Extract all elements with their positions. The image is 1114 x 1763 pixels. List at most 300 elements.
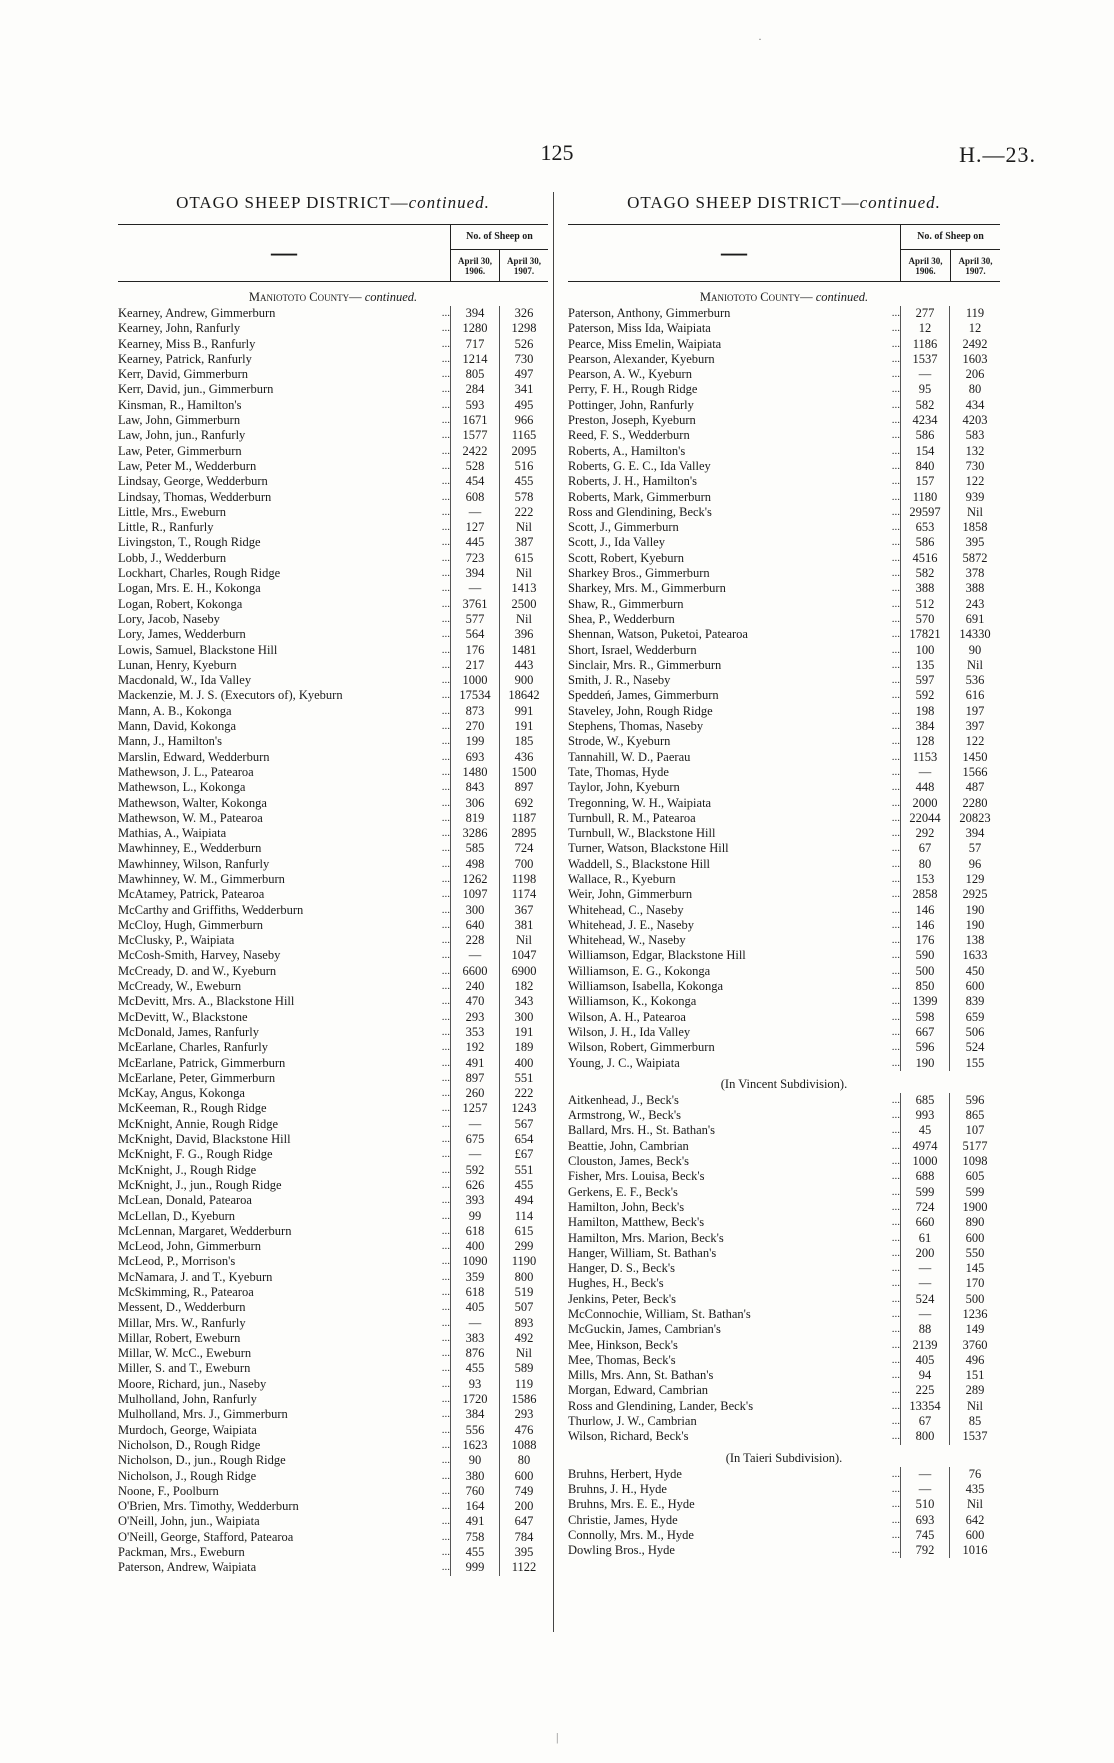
leader-dots: ...	[891, 872, 900, 885]
leader-dots: ...	[891, 1528, 900, 1541]
leader-dots: ...	[891, 551, 900, 564]
leader-dots: ...	[891, 1246, 900, 1259]
sheep-1907-cell: 299	[499, 1239, 548, 1254]
owner-name-cell: Williamson, K., Kokonga	[568, 994, 697, 1009]
sheep-1907-cell: 185	[499, 734, 548, 749]
owner-name-cell: Kearney, Miss B., Ranfurly	[118, 336, 256, 351]
leader-dots: ...	[441, 490, 450, 503]
owner-name-cell: Law, John, Gimmerburn	[118, 413, 241, 428]
sheep-1906-cell: 192	[450, 1040, 499, 1055]
sheep-1907-cell: 2500	[499, 597, 548, 612]
table-row	[118, 964, 548, 979]
table-row	[118, 1270, 548, 1285]
sheep-1906-cell: 470	[450, 994, 499, 1009]
leader-dots: ...	[441, 1347, 450, 1360]
owner-name-cell: Paterson, Anthony, Gimmerburn	[568, 306, 731, 320]
sheep-1907-cell: 506	[949, 1025, 1000, 1040]
table-row	[118, 811, 548, 826]
leader-dots: ...	[441, 597, 450, 610]
sheep-1907-cell: 222	[499, 505, 548, 520]
owner-name-cell: Paterson, Andrew, Waipiata	[118, 1560, 257, 1575]
sheep-1907-cell: 476	[499, 1423, 548, 1438]
leader-dots: ...	[441, 1133, 450, 1146]
sheep-1907-cell: 596	[949, 1093, 1000, 1108]
owner-name-cell: Armstrong, W., Beck's	[568, 1108, 682, 1123]
table-row	[568, 444, 1000, 459]
owner-name-cell: Mathewson, L., Kokonga	[118, 780, 246, 795]
leader-dots: ...	[891, 811, 900, 824]
owner-name-cell: Macdonald, W., Ida Valley	[118, 673, 252, 688]
table-row	[568, 1261, 1000, 1276]
table-row	[118, 1484, 548, 1499]
leader-dots: ...	[441, 536, 450, 549]
sheep-1906-cell: 1090	[450, 1254, 499, 1269]
leader-dots: ...	[891, 307, 900, 319]
table-row	[118, 1132, 548, 1147]
owner-name-cell: Lindsay, Thomas, Wedderburn	[118, 489, 272, 504]
leader-dots: ...	[441, 658, 450, 671]
sheep-1906-cell: 454	[450, 474, 499, 489]
right-col1-header: April 30, 1906.	[908, 255, 943, 276]
leader-dots: ...	[441, 1393, 450, 1406]
table-row	[118, 337, 548, 352]
table-row	[568, 566, 1000, 581]
leader-dots: ...	[441, 1163, 450, 1176]
owner-name-cell: Bruhns, Mrs. E. E., Hyde	[568, 1497, 695, 1512]
table-row	[118, 704, 548, 719]
sheep-1906-cell: 153	[900, 872, 949, 887]
leader-dots: ...	[441, 980, 450, 993]
owner-name-cell: Lunan, Henry, Kyeburn	[118, 657, 237, 672]
owner-name-cell: Lindsay, George, Wedderburn	[118, 474, 268, 489]
sheep-1906-cell: 306	[450, 796, 499, 811]
sheep-1906-cell: 405	[450, 1300, 499, 1315]
sheep-1907-cell: 495	[499, 398, 548, 413]
table-row	[118, 1147, 548, 1162]
right-title-continued: continued.	[859, 193, 941, 212]
sheep-1906-cell: 176	[450, 643, 499, 658]
sheep-1906-cell: —	[900, 1467, 949, 1482]
leader-dots: ...	[441, 1178, 450, 1191]
sheep-1907-cell: 80	[949, 382, 1000, 397]
sheep-1907-cell: 434	[949, 398, 1000, 413]
leader-dots: ...	[891, 612, 900, 625]
owner-name-cell: McClusky, P., Waipiata	[118, 933, 235, 948]
sheep-1906-cell: 6600	[450, 964, 499, 979]
sheep-1907-cell: 85	[949, 1414, 1000, 1429]
leader-dots: ...	[441, 872, 450, 885]
sheep-1906-cell: 1097	[450, 887, 499, 902]
table-row	[118, 597, 548, 612]
sheep-1907-cell: 1586	[499, 1392, 548, 1407]
leader-dots: ...	[441, 612, 450, 625]
table-row	[118, 1163, 548, 1178]
sheep-1906-cell: 596	[900, 1040, 949, 1055]
leader-dots: ...	[441, 934, 450, 947]
leader-dots: ...	[891, 934, 900, 947]
sheep-1906-cell: 455	[450, 1545, 499, 1560]
owner-name-cell: Hamilton, Mrs. Marion, Beck's	[568, 1230, 724, 1245]
sheep-1906-cell: 1399	[900, 994, 949, 1009]
sheep-1907-cell: Nil	[499, 933, 548, 948]
table-row	[118, 1086, 548, 1101]
leader-dots: ...	[891, 1216, 900, 1229]
table-row	[568, 872, 1000, 887]
leader-dots: ...	[891, 337, 900, 350]
leader-dots: ...	[441, 1438, 450, 1451]
owner-name-cell: Turnbull, R. M., Patearoa	[568, 810, 696, 825]
right-section-heading	[568, 282, 1000, 306]
sheep-1907-cell: 119	[949, 306, 1000, 321]
sheep-1907-cell: 138	[949, 933, 1000, 948]
sheep-1907-cell: 394	[949, 826, 1000, 841]
leader-dots: ...	[441, 444, 450, 457]
table-row	[118, 1361, 548, 1376]
owner-name-cell: Kearney, Patrick, Ranfurly	[118, 351, 252, 366]
table-row	[568, 1025, 1000, 1040]
table-row	[568, 1215, 1000, 1230]
sheep-1906-cell: 760	[450, 1484, 499, 1499]
sheep-1907-cell: 145	[949, 1261, 1000, 1276]
leader-dots: ...	[891, 1292, 900, 1305]
owner-name-cell: Scott, J., Ida Valley	[568, 535, 665, 550]
owner-name-cell: Millar, W. McC., Eweburn	[118, 1346, 252, 1361]
table-row	[568, 887, 1000, 902]
sheep-1906-cell: 94	[900, 1368, 949, 1383]
sheep-1906-cell: 99	[450, 1209, 499, 1224]
sheep-1906-cell: 570	[900, 612, 949, 627]
sheep-1906-cell: 448	[900, 780, 949, 795]
leader-dots: ...	[441, 1224, 450, 1237]
sheep-1907-cell: 589	[499, 1361, 548, 1376]
sheep-1907-cell: 289	[949, 1383, 1000, 1398]
owner-name-cell: Connolly, Mrs. M., Hyde	[568, 1527, 694, 1542]
sheep-1906-cell: 383	[450, 1331, 499, 1346]
owner-name-cell: Shaw, R., Gimmerburn	[568, 596, 684, 611]
table-row	[568, 643, 1000, 658]
leader-dots: ...	[891, 1399, 900, 1412]
table-row	[568, 352, 1000, 367]
owner-name-cell: Packman, Mrs., Eweburn	[118, 1545, 245, 1560]
sheep-1907-cell: 400	[499, 1056, 548, 1071]
owner-name-cell: Ballard, Mrs. H., St. Bathan's	[568, 1123, 716, 1138]
sheep-1906-cell: 1257	[450, 1101, 499, 1116]
sheep-1907-cell: 865	[949, 1108, 1000, 1123]
leader-dots: ...	[441, 827, 450, 840]
leader-dots: ...	[441, 720, 450, 733]
sheep-1906-cell: 999	[450, 1560, 499, 1575]
sheep-1907-cell: 1047	[499, 948, 548, 963]
sheep-1906-cell: —	[900, 367, 949, 382]
owner-name-cell: Law, Peter, Gimmerburn	[118, 443, 242, 458]
table-row	[568, 505, 1000, 520]
table-row	[118, 627, 548, 642]
sheep-1907-cell: Nil	[949, 658, 1000, 673]
table-row	[568, 1307, 1000, 1322]
sheep-1907-cell: Nil	[949, 505, 1000, 520]
owner-name-cell: Mann, J., Hamilton's	[118, 734, 222, 749]
owner-name-cell: Hamilton, John, Beck's	[568, 1199, 685, 1214]
leader-dots: ...	[891, 521, 900, 534]
sheep-1906-cell: 293	[450, 1010, 499, 1025]
sheep-1906-cell: 127	[450, 520, 499, 535]
owner-name-cell: Christie, James, Hyde	[568, 1512, 678, 1527]
table-row	[118, 520, 548, 535]
leader-dots: ...	[891, 827, 900, 840]
right-column	[568, 190, 1000, 1558]
owner-name-cell: Nicholson, D., jun., Rough Ridge	[118, 1453, 286, 1468]
leader-dots: ...	[441, 1561, 450, 1574]
sheep-1906-cell: 277	[900, 306, 949, 321]
table-row	[568, 581, 1000, 596]
sheep-1906-cell: —	[900, 1261, 949, 1276]
owner-name-cell: Kearney, Andrew, Gimmerburn	[118, 306, 276, 320]
leader-dots: ...	[891, 1124, 900, 1137]
table-row	[118, 367, 548, 382]
sheep-1907-cell: 5177	[949, 1139, 1000, 1154]
table-row	[568, 428, 1000, 443]
owner-name-cell: Mathewson, W. M., Patearoa	[118, 810, 263, 825]
leader-dots: ...	[891, 505, 900, 518]
sheep-1907-cell: 300	[499, 1010, 548, 1025]
table-row	[118, 321, 548, 336]
left-section-heading	[118, 282, 548, 306]
leader-dots: ...	[891, 888, 900, 901]
sheep-1907-cell: 784	[499, 1530, 548, 1545]
sheep-1906-cell: 198	[900, 704, 949, 719]
sheep-1907-cell: 206	[949, 367, 1000, 382]
owner-name-cell: Noone, F., Poolburn	[118, 1483, 219, 1498]
owner-name-cell: Wallace, R., Kyeburn	[568, 871, 676, 886]
owner-name-cell: Mulholland, Mrs. J., Gimmerburn	[118, 1407, 288, 1422]
sheep-1907-cell: 487	[949, 780, 1000, 795]
sheep-1906-cell: 3761	[450, 597, 499, 612]
sheep-1906-cell: 582	[900, 566, 949, 581]
table-row	[118, 566, 548, 581]
table-row	[568, 796, 1000, 811]
sheep-1906-cell: 512	[900, 597, 949, 612]
owner-name-cell: Dowling Bros., Hyde	[568, 1543, 675, 1558]
vincent-table-body	[568, 1093, 1000, 1445]
leader-dots: ...	[441, 995, 450, 1008]
owner-name-cell: Mulholland, John, Ranfurly	[118, 1392, 257, 1407]
sheep-1907-cell: 497	[499, 367, 548, 382]
leader-dots: ...	[441, 643, 450, 656]
table-row	[568, 520, 1000, 535]
owner-name-cell: McKnight, Annie, Rough Ridge	[118, 1116, 279, 1131]
sheep-1906-cell: 819	[450, 811, 499, 826]
owner-name-cell: Shea, P., Wedderburn	[568, 611, 675, 626]
table-row	[118, 658, 548, 673]
owner-name-cell: Hughes, H., Beck's	[568, 1276, 664, 1291]
sheep-1907-cell: 76	[949, 1467, 1000, 1482]
sheep-1907-cell: 1858	[949, 520, 1000, 535]
sheep-1907-cell: 991	[499, 704, 548, 719]
table-row	[118, 857, 548, 872]
owner-name-cell: Lockhart, Charles, Rough Ridge	[118, 566, 281, 581]
table-row	[118, 1040, 548, 1055]
table-row	[568, 841, 1000, 856]
table-row	[118, 459, 548, 474]
owner-name-cell: Short, Israel, Wedderburn	[568, 642, 697, 657]
owner-name-cell: Williamson, E. G., Kokonga	[568, 963, 711, 978]
sheep-1907-cell: 96	[949, 857, 1000, 872]
sheep-1907-cell: 516	[499, 459, 548, 474]
owner-name-cell: Mee, Hinkson, Beck's	[568, 1337, 678, 1352]
leader-dots: ...	[891, 1498, 900, 1511]
sheep-1906-cell: 176	[900, 933, 949, 948]
owner-name-cell: Nicholson, J., Rough Ridge	[118, 1468, 257, 1483]
leader-dots: ...	[441, 1255, 450, 1268]
owner-name-cell: Pearce, Miss Emelin, Waipiata	[568, 336, 722, 351]
left-table-header	[118, 224, 548, 282]
sheep-1906-cell: 556	[450, 1423, 499, 1438]
leader-dots: ...	[441, 337, 450, 350]
scan-speck: |	[556, 1730, 559, 1744]
sheep-1907-cell: 615	[499, 1224, 548, 1239]
sheep-1906-cell: 1671	[450, 413, 499, 428]
leader-dots: ...	[891, 1277, 900, 1290]
sheep-1907-cell: 396	[499, 627, 548, 642]
leader-dots: ...	[441, 888, 450, 901]
sheep-1907-cell: 388	[949, 581, 1000, 596]
right-title-text: OTAGO SHEEP DISTRICT—	[627, 193, 860, 212]
owner-name-cell: Strode, W., Kyeburn	[568, 734, 671, 749]
sheep-1906-cell: 200	[900, 1246, 949, 1261]
sheep-1907-cell: 507	[499, 1300, 548, 1315]
sheep-1906-cell: 88	[900, 1322, 949, 1337]
owner-name-cell: Logan, Robert, Kokonga	[118, 596, 243, 611]
leader-dots: ...	[441, 567, 450, 580]
owner-name-cell: Pearson, Alexander, Kyeburn	[568, 351, 715, 366]
owner-name-cell: Williamson, Edgar, Blackstone Hill	[568, 948, 746, 963]
sheep-1907-cell: 1165	[499, 428, 548, 443]
sheep-1907-cell: 1566	[949, 765, 1000, 780]
leader-dots: ...	[441, 811, 450, 824]
sheep-1906-cell: —	[900, 765, 949, 780]
table-row	[568, 1246, 1000, 1261]
owner-name-cell: Murdoch, George, Waipiata	[118, 1422, 257, 1437]
owner-name-cell: McCosh-Smith, Harvey, Naseby	[118, 948, 281, 963]
sheep-1907-cell: 724	[499, 841, 548, 856]
sheep-1906-cell: 850	[900, 979, 949, 994]
sheep-1907-cell: 494	[499, 1193, 548, 1208]
table-row	[568, 321, 1000, 336]
table-row	[568, 688, 1000, 703]
table-row	[568, 673, 1000, 688]
leader-dots: ...	[441, 903, 450, 916]
column-divider	[553, 192, 554, 1632]
table-row	[568, 765, 1000, 780]
owner-name-cell: Lory, Jacob, Naseby	[118, 611, 220, 626]
owner-name-cell: Preston, Joseph, Kyeburn	[568, 413, 696, 428]
sheep-1907-cell: 900	[499, 673, 548, 688]
sheep-1906-cell: 353	[450, 1025, 499, 1040]
sheep-1907-cell: 381	[499, 918, 548, 933]
table-row	[118, 1469, 548, 1484]
owner-name-cell: Mawhinney, Wilson, Ranfurly	[118, 856, 270, 871]
owner-name-cell: McAtamey, Patrick, Patearoa	[118, 887, 265, 902]
table-row	[568, 1322, 1000, 1337]
sheep-1906-cell: 270	[450, 719, 499, 734]
owner-name-cell: Kerr, David, Gimmerburn	[118, 367, 249, 382]
sheep-1907-cell: 890	[949, 1215, 1000, 1230]
owner-name-cell: Wilson, A. H., Patearoa	[568, 1009, 686, 1024]
owner-name-cell: Hanger, William, St. Bathan's	[568, 1245, 717, 1260]
owner-name-cell: O'Neill, George, Stafford, Patearoa	[118, 1529, 294, 1544]
owner-name-cell: Whitehead, W., Naseby	[568, 933, 686, 948]
owner-name-cell: Roberts, Mark, Gimmerburn	[568, 489, 712, 504]
leader-dots: ...	[891, 1010, 900, 1023]
sheep-1906-cell: 1280	[450, 321, 499, 336]
table-row	[118, 535, 548, 550]
table-row	[568, 1139, 1000, 1154]
right-name-column-header: —	[721, 238, 747, 267]
leader-dots: ...	[441, 414, 450, 427]
sheep-1906-cell: 359	[450, 1270, 499, 1285]
sheep-1907-cell: 659	[949, 1010, 1000, 1025]
table-row	[118, 428, 548, 443]
sheep-1906-cell: 2139	[900, 1338, 949, 1353]
sheep-1906-cell: 2858	[900, 887, 949, 902]
page-number: 125	[540, 140, 574, 165]
table-row	[568, 551, 1000, 566]
sheep-1906-cell: 586	[900, 428, 949, 443]
table-row	[118, 1545, 548, 1560]
sheep-1907-cell: 326	[499, 306, 548, 321]
owner-name-cell: Law, Peter M., Wedderburn	[118, 458, 257, 473]
owner-name-cell: Logan, Mrs. E. H., Kokonga	[118, 581, 261, 596]
leader-dots: ...	[891, 414, 900, 427]
sheep-1906-cell: 1153	[900, 750, 949, 765]
sheep-1907-cell: 1298	[499, 321, 548, 336]
leader-dots: ...	[891, 567, 900, 580]
taieri-table-body	[568, 1467, 1000, 1559]
leader-dots: ...	[891, 781, 900, 794]
sheep-1906-cell: 585	[450, 841, 499, 856]
sheep-1907-cell: 1236	[949, 1307, 1000, 1322]
owner-name-cell: McDonald, James, Ranfurly	[118, 1024, 259, 1039]
table-row	[568, 1093, 1000, 1108]
sheep-1906-cell: 4234	[900, 413, 949, 428]
sheep-1906-cell: 598	[900, 1010, 949, 1025]
leader-dots: ...	[441, 704, 450, 717]
sheep-1906-cell: —	[450, 1147, 499, 1162]
sheep-1906-cell: 717	[450, 337, 499, 352]
sheep-1906-cell: 1480	[450, 765, 499, 780]
leader-dots: ...	[891, 1430, 900, 1443]
table-row	[568, 1200, 1000, 1215]
owner-name-cell: McLeod, P., Morrison's	[118, 1254, 236, 1269]
sheep-1907-cell: 1088	[499, 1438, 548, 1453]
table-row	[568, 1276, 1000, 1291]
owner-name-cell: Whitehead, J. E., Naseby	[568, 917, 695, 932]
table-row	[568, 1368, 1000, 1383]
sheep-1907-cell: £67	[499, 1147, 548, 1162]
sheep-1907-cell: 387	[499, 535, 548, 550]
table-row	[568, 382, 1000, 397]
table-row	[568, 367, 1000, 382]
table-row	[118, 1209, 548, 1224]
sheep-1907-cell: 600	[949, 979, 1000, 994]
sheep-1907-cell: 1900	[949, 1200, 1000, 1215]
leader-dots: ...	[441, 781, 450, 794]
leader-dots: ...	[891, 429, 900, 442]
table-row	[568, 719, 1000, 734]
sheep-1906-cell: 510	[900, 1497, 949, 1512]
sheep-1907-cell: 190	[949, 903, 1000, 918]
sheep-1906-cell: 154	[900, 444, 949, 459]
